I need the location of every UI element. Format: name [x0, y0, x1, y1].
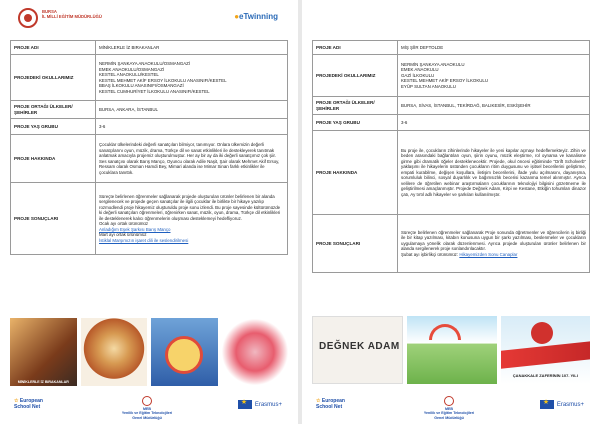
photo-caption: MİNİKLERLE İZ BIRAKANLAR [17, 380, 69, 384]
row-label: PROJE ORTAĞI ÜLKELER/ŞEHİRLER [11, 101, 96, 119]
school-item: GAZİ İLKOKULU [401, 72, 435, 78]
school-item: KESTEL MEHMET AKİF ERSOY İLKOKULU ANASINIFI/KESTEL [99, 77, 227, 83]
logo-line1: BURSA [42, 9, 57, 14]
row-label: PROJE YAŞ GRUBU [11, 119, 96, 135]
results-extra-line [401, 252, 586, 258]
row-value: 3-6 [398, 115, 590, 131]
school-item: KESTEL MEHMET AKİF ERSOY İLKOKULU [401, 78, 489, 84]
results-cell [96, 183, 288, 255]
project-table [312, 40, 590, 273]
right-page [302, 0, 600, 424]
row-label: PROJE ADI [11, 41, 96, 55]
row-label: PROJE ADI [313, 41, 398, 55]
page-header [0, 0, 298, 42]
results-text: Süreçte belirlenen öğrenmeler sağlanarak projede oluşturulan ürünler belirlenen bir alanda sergilenecek ve projede geçen sanatçılar ile ilgili çocuklar ile birlikte bir hikaye yazılıp rozmodlendi proje hikayemiz oluşturuldu proje sonu izlendi. Bu proje sayesinde kültürümüzde ki değerli sanatçıları öğrenmeleri, öğrenirken sanat, müzik, oyun, drama, Türkçe dil etkinlikleri ile desteklenerek kalıcı öğrenmelerin oluşması desteklemeyi hedefliyoruz. [99, 193, 281, 221]
table-row [11, 41, 288, 55]
es-line2: School Net [14, 404, 41, 410]
schools-list [398, 55, 590, 97]
row-value: BURSA, ANKARA, İSTANBUL [96, 101, 288, 119]
european-schoolnet-logo: ☆ European School Net [316, 398, 345, 410]
table-row [11, 55, 288, 101]
photo-strip [10, 318, 288, 386]
meb-line2: Yenilik ve Eğitim Teknolojileri [121, 411, 173, 416]
results-extra: Ocak ayı ortak ürünümüz [99, 221, 149, 227]
row-label: PROJE YAŞ GRUBU [313, 115, 398, 131]
table-row [313, 215, 590, 273]
school-item: EMEK ANAOKULU/OSMANGAZİ [99, 66, 165, 72]
row-label: PROJE HAKKINDA [313, 131, 398, 215]
page-header [302, 0, 600, 42]
table-row [313, 115, 590, 131]
meb-footer-logo [414, 396, 484, 420]
left-page [0, 0, 298, 424]
project-photo [312, 316, 403, 384]
schools-list [96, 55, 288, 101]
row-value: BURSA, SİVAS, İSTANBUL, TEKİRDAĞ, BALIKESİR, ESKİŞEHİR [398, 97, 590, 115]
erasmus-text: Erasmus+ [556, 401, 584, 408]
table-row [11, 183, 288, 255]
row-label: PROJEDEKİ OKULLARIMIZ [11, 55, 96, 101]
row-value: Çocuklar ülkelerindeki değerli sanatçıları bilmiyor, tanımıyor. Onlara ülkemizin değerli sanatçılarını oyun, müzik, drama, Türkçe dil ve sanat etkinlikleri ile destekleyerek tanıtmak anlatmak amacıyla projemiz oluşturulmuştur. Her ay bir ay da iki değerli sanatçımız çok şiir. Ses sanatçısı olarak Barış Manço, Oyuncu olarak Adile Naşit, Şair olarak Mehmet Akif Ersoy, Ressam olarak Osman Hamdi Bey, Mimari alanda ise Mimar Sinan farklı etkinlikler ile çocuklara tanıttık. [96, 135, 288, 183]
meb-footer-logo [112, 396, 182, 420]
european-schoolnet-logo: ☆ European School Net [14, 398, 43, 410]
results-extra: Şubat ayı işbirlikçi ürünümüz: [401, 251, 459, 257]
etwinning-text: eTwinning [239, 12, 278, 21]
erasmus-logo [238, 400, 282, 409]
results-extra: Mart ayı ortak ürünümüz [99, 232, 147, 238]
school-item: EYÜP SULTAN ANAOKULU [401, 83, 456, 89]
table-row [313, 131, 590, 215]
page-footer [302, 396, 600, 418]
school-item: KESTEL ANAOKULU/KESTEL [99, 72, 159, 77]
results-link[interactable]: Hikayemizden Sonu Canaplar [459, 251, 518, 257]
school-item: NERMİN ŞANKAYA ANAOKULU/OSMANGAZİ [99, 61, 191, 66]
table-row [313, 97, 590, 115]
project-table [10, 40, 288, 255]
photo-strip [312, 316, 590, 384]
es-line1: European [19, 398, 43, 404]
results-cell [398, 215, 590, 273]
meb-line3: Genel Müdürlüğü [132, 415, 162, 420]
row-value: MİNİKLERLE İZ BIRAKANLAR [96, 41, 288, 55]
table-row [11, 119, 288, 135]
row-label: PROJE SONUÇLARI [313, 215, 398, 273]
meb-line3: Genel Müdürlüğü [434, 415, 464, 420]
project-photo [501, 316, 590, 384]
erasmus-text: Erasmus+ [254, 401, 282, 408]
row-value: Bu proje ile, çocukların zihinlerinde hikayeler ile yeni kapılar açmayı hedeflemekteyiz. Zihin ve beden arasındaki bağlantıları oyun, şiirin oyunu, müzik eleştirme, rol oynama ve kanalisme girme gibi dramatik öğeler desteklenecektir. Projede, okul öncesi eğitiminde "Drift Scholverb" yaklaşımı ile hikayelerin üstünden çocukların ritim duygusunu ve işitsel becerilerini geliştirme, empati kurabilme, değişen koşullara, iletişim becerilerini, ifade yolu açılmasını, dayanışma, sorumluluk bilinci, sosyal duyarlılık ve bağımsızlık becerisi kazanma temel alınmıştır. Ayrıca velilere de öğretilen webinar araştırmaların çocuklarının teknolojiyi bilgisini gözetmeme ile geliştirilmesi amaçlanmıştır. Projede Değnek Adam, Kirpi ve Kestane, Etkiğin tohumları dinazor çatı, Ay tırtıl adlı hikayeler ve şarkıları kullanılmıştır. [398, 131, 590, 215]
meb-line1: MEB [445, 407, 453, 411]
project-photo [10, 318, 77, 386]
table-row [313, 55, 590, 97]
row-label: PROJE SONUÇLARI [11, 183, 96, 255]
project-photo [151, 318, 218, 386]
school-item: KESTEL CUMHURİYET İLKOKULU ANASINIFI/KESTEL [99, 88, 210, 94]
page-footer [0, 396, 298, 418]
logo-text [42, 9, 122, 19]
erasmus-logo [540, 400, 584, 409]
project-photo [81, 318, 148, 386]
row-label: PROJEDEKİ OKULLARIMIZ [313, 55, 398, 97]
row-label: PROJE HAKKINDA [11, 135, 96, 183]
school-item: NERMİN ŞANKAYA ANAOKULU [401, 61, 465, 67]
eu-flag-icon [540, 400, 554, 409]
row-value: 3-6 [96, 119, 288, 135]
row-label: PROJE ORTAĞI ÜLKELER/ŞEHİRLER [313, 97, 398, 115]
meb-seal-icon [444, 396, 454, 406]
es-line1: European [321, 398, 345, 404]
school-item: BBAŞ İLKOKULU ANASINIFI/OSMANGAZİ [99, 83, 184, 88]
eu-flag-icon [238, 400, 252, 409]
results-link[interactable]: İstiklal Marşımızın işaret dili ile seslendirilmesi [99, 237, 189, 243]
meb-line2: Yenilik ve Eğitim Teknolojileri [423, 411, 475, 416]
row-value: MİŞ ŞİİR DEFTOLDE [398, 41, 590, 55]
table-row [313, 41, 590, 55]
etwinning-logo: ●eTwinning [234, 12, 278, 21]
logo-line2: İL MİLLİ EĞİTİM MÜDÜRLÜĞÜ [42, 14, 102, 19]
table-row [11, 135, 288, 183]
es-line2: School Net [316, 404, 343, 410]
photo-title: DEĞNEK ADAM [319, 341, 400, 352]
results-text: Süreçte belirlenen öğrenmeler sağlanarak Proje sonunda öğretmenler ve öğrencilerin iş birliği ile bir kitap yazılması, kitabın konusuna uygun bir şarkı yazılması, beslenmeler ve çocukların uygulamaya yönelik olarak düzenlenmesi. Ayrıca projede oluşturulan ürünler belirlenen bir alanda sergilenerek proje sonlandırılacaktır. [401, 229, 586, 252]
photo-caption: ÇANAKKALE ZAFERİNİN 107. YILI [512, 373, 578, 378]
table-row [11, 101, 288, 119]
meb-logo-icon [18, 8, 38, 28]
meb-line1: MEB [143, 407, 151, 411]
results-link[interactable]: Anladığım Eşek Şarkısı Barış Manço [99, 226, 171, 232]
school-item: EMEK ANAOKULU [401, 67, 439, 73]
project-photo [222, 318, 289, 386]
project-photo [407, 316, 496, 384]
meb-seal-icon [142, 396, 152, 406]
